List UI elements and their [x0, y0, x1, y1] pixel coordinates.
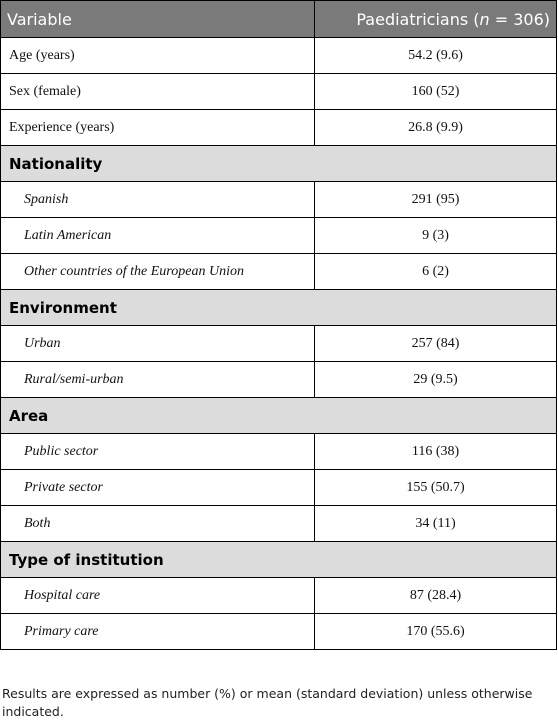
row-label: Public sector — [1, 434, 315, 470]
header-variable: Variable — [1, 1, 315, 38]
row-value: 87 (28.4) — [315, 578, 557, 614]
row-value: 54.2 (9.6) — [315, 38, 557, 74]
table-row — [1, 578, 557, 614]
row-value: 291 (95) — [315, 182, 557, 218]
section-header-nationality — [1, 146, 557, 182]
table-row — [1, 254, 557, 290]
row-label: Latin American — [1, 218, 315, 254]
section-title: Environment — [1, 290, 557, 326]
table-row — [1, 434, 557, 470]
section-title: Nationality — [1, 146, 557, 182]
row-value: 257 (84) — [315, 326, 557, 362]
table-row — [1, 506, 557, 542]
section-header-area — [1, 398, 557, 434]
row-value: 26.8 (9.9) — [315, 110, 557, 146]
row-label: Spanish — [1, 182, 315, 218]
row-label: Primary care — [1, 614, 315, 650]
row-label: Experience (years) — [1, 110, 315, 146]
section-title: Type of institution — [1, 542, 557, 578]
header-prefix: Paediatricians ( — [356, 9, 480, 29]
row-value: 9 (3) — [315, 218, 557, 254]
table-footnote: Results are expressed as number (%) or mean (standard deviation) unless otherwise indicated. — [2, 686, 533, 719]
row-label: Sex (female) — [1, 74, 315, 110]
row-label: Urban — [1, 326, 315, 362]
row-label: Private sector — [1, 470, 315, 506]
row-label: Other countries of the European Union — [1, 254, 315, 290]
table-row — [1, 218, 557, 254]
section-header-type-of-institution — [1, 542, 557, 578]
row-label: Both — [1, 506, 315, 542]
section-header-environment — [1, 290, 557, 326]
table-row — [1, 326, 557, 362]
row-label: Age (years) — [1, 38, 315, 74]
table-header-row — [1, 1, 557, 38]
row-label: Hospital care — [1, 578, 315, 614]
header-paediatricians — [315, 1, 557, 38]
table-row — [1, 362, 557, 398]
header-suffix: = 306) — [489, 9, 550, 29]
table-row — [1, 74, 557, 110]
table-row — [1, 470, 557, 506]
row-value: 116 (38) — [315, 434, 557, 470]
table-row — [1, 38, 557, 74]
row-value: 6 (2) — [315, 254, 557, 290]
section-title: Area — [1, 398, 557, 434]
row-value: 160 (52) — [315, 74, 557, 110]
row-value: 34 (11) — [315, 506, 557, 542]
row-label: Rural/semi-urban — [1, 362, 315, 398]
table-row — [1, 614, 557, 650]
header-n: n — [479, 9, 490, 29]
table-row — [1, 110, 557, 146]
row-value: 170 (55.6) — [315, 614, 557, 650]
table-row — [1, 182, 557, 218]
row-value: 29 (9.5) — [315, 362, 557, 398]
row-value: 155 (50.7) — [315, 470, 557, 506]
